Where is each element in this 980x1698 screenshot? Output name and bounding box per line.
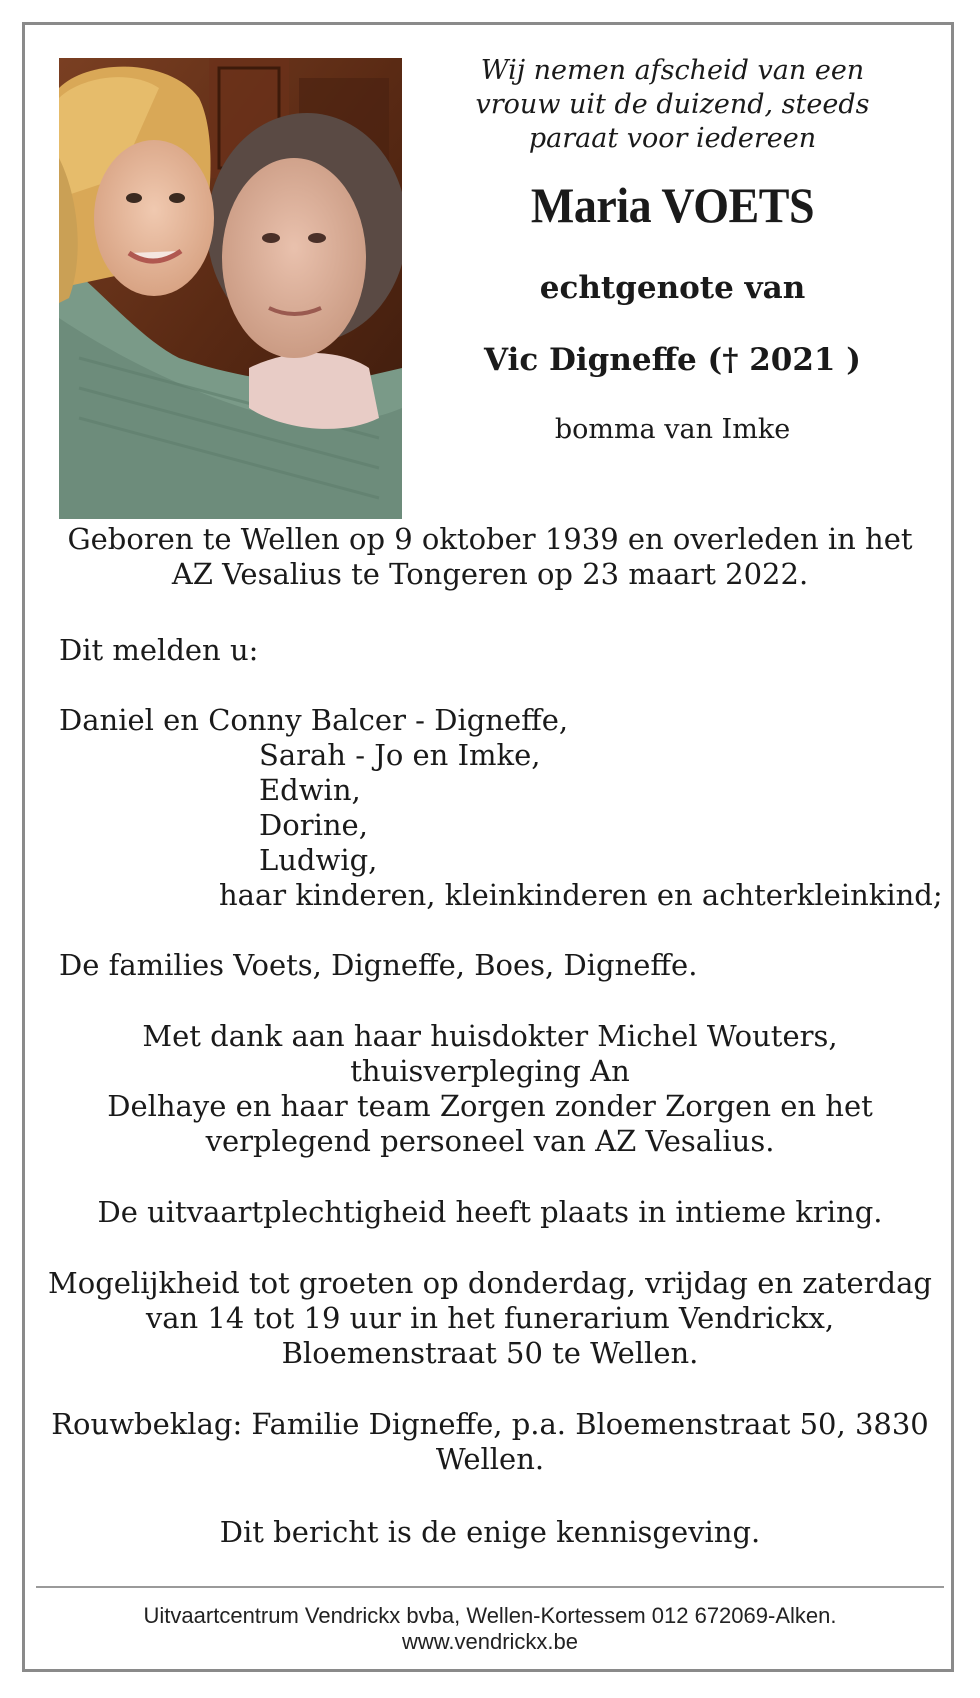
families-line: De families Voets, Digneffe, Boes, Digneffe. [59, 948, 698, 982]
spouse-intro: echtgenote van [539, 270, 806, 306]
motto [450, 54, 895, 156]
birth-death-line: Geboren te Wellen op 9 oktober 1939 en overleden in het [67, 522, 913, 556]
grandma-of: bomma van Imke [554, 414, 791, 445]
footer-website: www.vendrickx.be [401, 1629, 579, 1654]
thanks-line: Delhaye en haar team Zorgen zonder Zorgen en het [107, 1089, 873, 1123]
family-summary: haar kinderen, kleinkinderen en achterkleinkind; [219, 878, 943, 912]
thanks-line: Met dank aan haar huisdokter Michel Wouters, [142, 1019, 838, 1053]
deceased-name: Maria VOETS [530, 177, 815, 233]
motto-line: Wij nemen afscheid van een [480, 55, 865, 86]
birth-death-line: AZ Vesalius te Tongeren op 23 maart 2022. [171, 557, 809, 591]
family-child: Edwin, [259, 773, 361, 807]
thanks-line: verplegend personeel van AZ Vesalius. [205, 1124, 775, 1158]
portrait-photo [59, 58, 402, 519]
ceremony-line: De uitvaartplechtigheid heeft plaats in intieme kring. [97, 1195, 883, 1229]
thanks-line: thuisverpleging An [350, 1054, 630, 1088]
visitation-line: van 14 tot 19 uur in het funerarium Vendrickx, [145, 1301, 835, 1335]
photo-grandmother-and-granddaughter-icon [59, 58, 402, 519]
footer-company: Uitvaartcentrum Vendrickx bvba, Wellen-Kortessem 012 672069-Alken. [143, 1603, 837, 1628]
family-child: Ludwig, [259, 843, 378, 877]
header-block [450, 54, 895, 445]
visitation-line: Bloemenstraat 50 te Wellen. [281, 1336, 699, 1370]
notice-line: Dit bericht is de enige kennisgeving. [219, 1515, 761, 1549]
motto-line: paraat voor iedereen [528, 123, 817, 154]
announce-text: Dit melden u: [59, 633, 259, 667]
condolences-line: Rouwbeklag: Familie Digneffe, p.a. Bloemenstraat 50, 3830 [51, 1407, 929, 1441]
family-child: Dorine, [259, 808, 368, 842]
footer-divider [36, 1586, 944, 1588]
family-first: Daniel en Conny Balcer - Digneffe, [59, 703, 569, 737]
family-child: Sarah - Jo en Imke, [259, 738, 541, 772]
condolences-line: Wellen. [435, 1442, 545, 1476]
motto-line: vrouw uit de duizend, steeds [475, 89, 870, 120]
visitation-line: Mogelijkheid tot groeten op donderdag, vrijdag en zaterdag [48, 1266, 932, 1300]
spouse-name: Vic Digneffe († 2021 ) [484, 342, 861, 378]
